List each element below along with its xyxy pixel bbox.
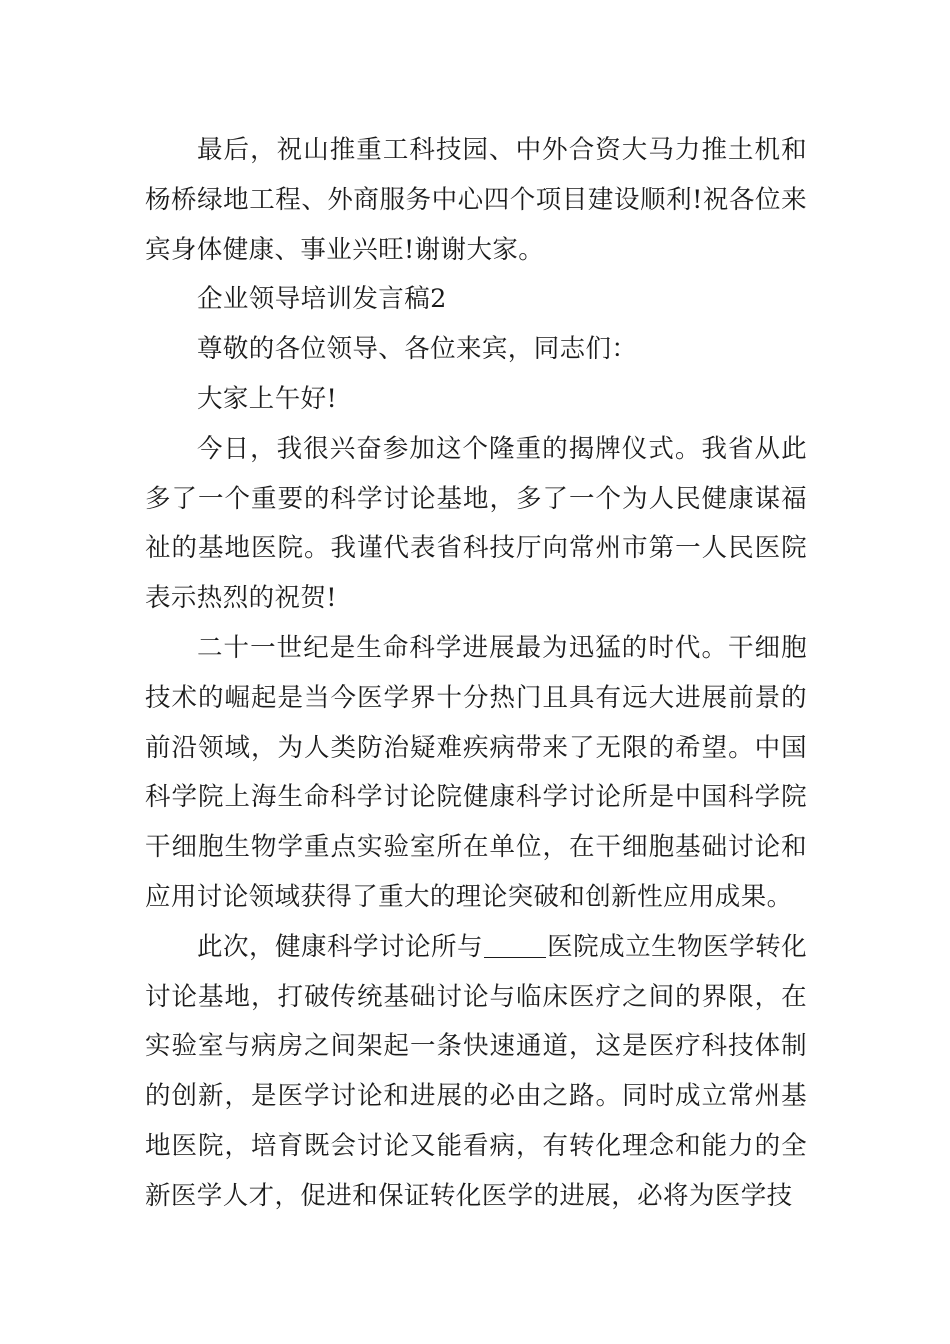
fill-in-blank [484,930,546,958]
body-paragraph-3-rest: 医院成立生物医学转化讨论基地，打破传统基础讨论与临床医疗之间的界限，在实验室与病房之间架起一条快速通道，这是医疗科技体制的创新，是医学讨论和进展的必由之路。同时成立常州基地医院，培育既会讨论又能看病，有转化理念和能力的全新医学人才，促进和保证转化医学的进展，必将为医学技 [145,931,807,1211]
body-paragraph-3-lead: 此次，健康科学讨论所与 [197,931,483,962]
body-paragraph-1: 今日，我很兴奋参加这个隆重的揭牌仪式。我省从此多了一个重要的科学讨论基地，多了一个为人民健康谋福祉的基地医院。我谨代表省科技厅向常州市第一人民医院表示热烈的祝贺! [145,433,807,614]
section-heading: 企业领导培训发言稿2 [197,284,447,315]
closing-paragraph: 最后，祝山推重工科技园、中外合资大马力推土机和杨桥绿地工程、外商服务中心四个项目建设顺利!祝各位来宾身体健康、事业兴旺!谢谢大家。 [145,135,807,265]
salutation-paragraph: 尊敬的各位领导、各位来宾，同志们： [197,334,638,365]
body-paragraph-2: 二十一世纪是生命科学进展最为迅猛的时代。干细胞技术的崛起是当今医学界十分热门且具有远大进展前景的前沿领域，为人类防治疑难疾病带来了无限的希望。中国科学院上海生命科学讨论院健康科学讨论所是中国科学院干细胞生物学重点实验室所在单位，在干细胞基础讨论和应用讨论领域获得了重大的理论突破和创新性应用成果。 [145,632,807,912]
document-page [145,126,807,1222]
body-paragraph-3 [145,923,807,1222]
greeting-paragraph: 大家上午好! [197,383,338,414]
